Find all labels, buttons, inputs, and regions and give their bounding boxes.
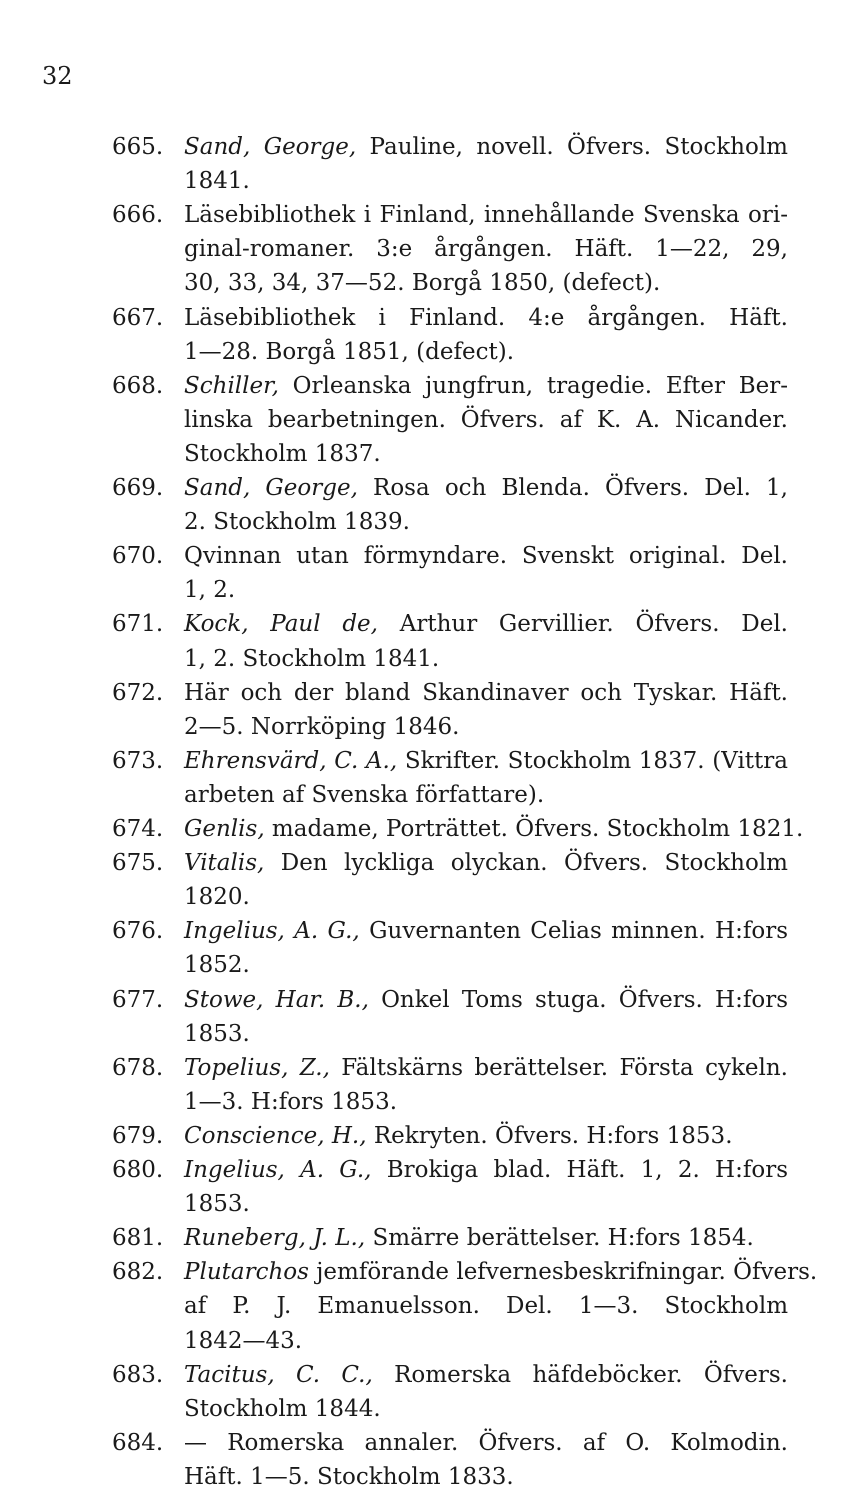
entry-text: Rekryten. Öfvers. H:fors 1853. (366, 1122, 733, 1149)
entry-author: Plutarchos (184, 1259, 309, 1286)
entry-number: 683. (112, 1361, 164, 1388)
entry-line (184, 1153, 788, 1187)
entry-text: arbeten af Svenska författare). (184, 781, 545, 808)
entry-line (184, 130, 788, 164)
entry-author: Sand, George, (184, 134, 357, 160)
entry-number: 668. (112, 372, 164, 399)
entry-line (184, 1289, 788, 1323)
entry-line (184, 573, 788, 607)
entry-author: Genlis, (184, 816, 265, 842)
entry-number: 671. (112, 611, 164, 638)
entry-text: linska bearbetningen. Öfvers. af K. A. Nicander. (184, 406, 788, 433)
entry-line (184, 880, 788, 914)
entry-number: 679. (112, 1122, 164, 1149)
entry-line (184, 335, 788, 369)
entry-number: 670. (112, 543, 164, 570)
entry-number: 675. (112, 850, 164, 877)
entry-number: 678. (112, 1054, 164, 1081)
entry-text: Läsebibliothek i Finland, innehållande Svenska ori- (184, 202, 788, 229)
entry-line (184, 914, 788, 948)
entry-text: 30, 33, 34, 37—52. Borgå 1850, (defect). (184, 270, 661, 297)
entry-number: 677. (112, 986, 164, 1013)
entry-line (184, 232, 788, 266)
entry-line (184, 1324, 788, 1358)
entry-number: 667. (112, 304, 164, 331)
entry-text: Den lyckliga olyckan. Öfvers. Stockholm (264, 850, 788, 877)
entry-text: ginal-romaner. 3:e årgången. Häft. 1—22, 29, (184, 236, 788, 263)
entry-text: Brokiga blad. Häft. 1, 2. H:fors (371, 1157, 788, 1183)
entry-text: Qvinnan utan förmyndare. Svenskt original. Del. (184, 543, 788, 570)
entry-text: Stockholm 1844. (184, 1395, 381, 1422)
entry-line (184, 369, 788, 403)
entry-line (184, 164, 788, 198)
entry-line (184, 505, 788, 539)
entry-text: Skrifter. Stockholm 1837. (Vittra (397, 747, 788, 774)
entry-line (184, 301, 788, 335)
entry-number: 682. (112, 1259, 164, 1286)
entry-number: 665. (112, 134, 164, 160)
entry-author: Stowe, Har. B., (184, 986, 369, 1013)
entry-text: af P. J. Emanuelsson. Del. 1—3. Stockholm (184, 1293, 788, 1320)
entry-line (184, 266, 788, 300)
entry-text: 1820. (184, 884, 250, 911)
entry-text: Stockholm 1837. (184, 440, 381, 467)
entry-text: 1852. (184, 952, 250, 979)
entry-line (184, 983, 788, 1017)
entry-number: 673. (112, 747, 164, 774)
entry-text: Rosa och Blenda. Öfvers. Del. 1, (357, 475, 788, 501)
entry-text: 2. Stockholm 1839. (184, 509, 410, 536)
entry-author: Conscience, H., (184, 1122, 367, 1149)
entry-number: 672. (112, 679, 164, 706)
entry-text: Orleanska jungfrun, tragedie. Efter Ber- (278, 372, 788, 399)
entry-text: jemförande lefvernesbeskrifningar. Öfvers. (308, 1259, 818, 1286)
entry-author: Runeberg, J. L., (184, 1225, 366, 1252)
entry-author: Ingelius, A. G., (184, 1157, 372, 1183)
entry-line (184, 676, 788, 710)
entry-text: Onkel Toms stuga. Öfvers. H:fors (368, 986, 789, 1013)
entry-line (184, 437, 788, 471)
entry-author: Ingelius, A. G., (184, 918, 360, 945)
entry-line (184, 642, 788, 676)
entry-number: 676. (112, 918, 164, 945)
page-number: 32 (42, 62, 73, 90)
entry-author: Schiller, (184, 372, 279, 399)
entry-number: 684. (112, 1429, 164, 1456)
entry-text: Läsebibliothek i Finland. 4:e årgången. Häft. (184, 304, 788, 331)
entry-text: 1853. (184, 1020, 250, 1047)
entry-author: Kock, Paul de, (184, 611, 378, 638)
entry-line (184, 1460, 788, 1494)
entry-text: 1—3. H:fors 1853. (184, 1088, 398, 1115)
entry-line (184, 1017, 788, 1051)
entry-text: 1842—43. (184, 1327, 303, 1354)
entry-text: — Romerska annaler. Öfvers. af O. Kolmodin. (184, 1429, 788, 1456)
entry-line (184, 1392, 788, 1426)
entry-text: 2—5. Norrköping 1846. (184, 713, 460, 740)
entry-text: 1, 2. Stockholm 1841. (184, 645, 440, 672)
entry-line (184, 778, 788, 812)
entry-author: Sand, George, (184, 475, 358, 501)
entry-text: 1—28. Borgå 1851, (defect). (184, 338, 515, 365)
entry-author: Tacitus, C. C., (184, 1361, 373, 1388)
entry-text: 1841. (184, 168, 250, 195)
entry-number: 674. (112, 816, 164, 842)
entry-text: Guvernanten Celias minnen. H:fors (359, 918, 789, 945)
entry-line (184, 948, 788, 982)
entry-text: 1853. (184, 1191, 250, 1218)
entry-line (184, 1051, 788, 1085)
entry-line (184, 812, 804, 846)
entry-line (184, 1085, 788, 1119)
entry-number: 680. (112, 1157, 164, 1183)
entry-text: Häft. 1—5. Stockholm 1833. (184, 1463, 514, 1490)
entry-line (184, 198, 788, 232)
entry-number: 666. (112, 202, 164, 229)
entry-line (184, 710, 788, 744)
entry-line (184, 846, 788, 880)
entry-text: Här och der bland Skandinaver och Tyskar. Häft. (184, 679, 788, 706)
entry-line (184, 1426, 788, 1460)
entry-author: Ehrensvärd, C. A., (184, 747, 398, 774)
entry-number: 681. (112, 1225, 164, 1252)
entry-author: Vitalis, (184, 850, 265, 877)
entry-text: Fältskärns berättelser. Första cykeln. (329, 1054, 788, 1081)
entry-text: madame, Porträttet. Öfvers. Stockholm 1821. (264, 816, 804, 842)
entry-line (184, 403, 788, 437)
entry-line (184, 1358, 788, 1392)
entry-line (184, 1221, 788, 1255)
entry-text: Romerska häfdeböcker. Öfvers. (372, 1361, 788, 1388)
entry-line (184, 1119, 788, 1153)
entry-text: 1, 2. (184, 577, 236, 604)
entry-author: Topelius, Z., (184, 1054, 330, 1081)
entry-line (184, 1255, 818, 1289)
entry-text: Arthur Gervillier. Öfvers. Del. (377, 611, 788, 638)
entry-number: 669. (112, 475, 164, 501)
entry-line (184, 1187, 788, 1221)
entry-line (184, 539, 788, 573)
entry-line (184, 744, 788, 778)
entry-line (184, 607, 788, 641)
entry-line (184, 471, 788, 505)
entry-text: Smärre berättelser. H:fors 1854. (365, 1225, 754, 1252)
entry-text: Pauline, novell. Öfvers. Stockholm (356, 134, 788, 160)
